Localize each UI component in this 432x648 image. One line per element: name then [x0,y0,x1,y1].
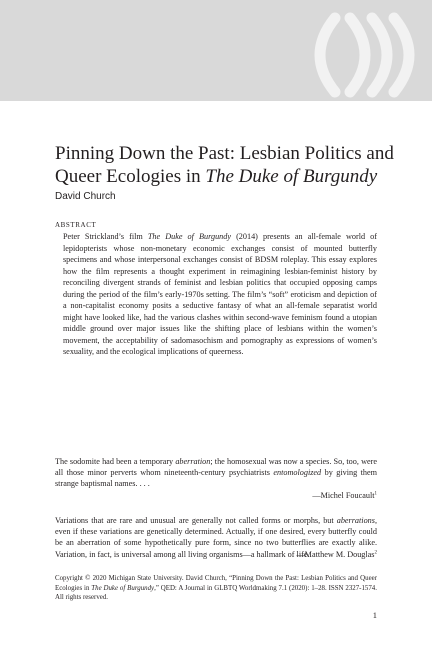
epigraph1-text-2: ; the homosexual was now a species. So, too, were all those minor perverts whom nineteenth-century psychiatrists [55,457,377,478]
footer-text-2: ,” QED: A Journal in GLBTQ Worldmaking 7.1 (2020): 1–28. ISSN 2327-1574. All rights reserved. [55,584,377,602]
footer-film-title: The Duke of Burgundy [91,584,155,592]
epigraph2-text-1: Variations that are rare and unusual are generally not called forms or morphs, but [55,516,337,525]
title-film-name: The Duke of Burgundy [205,166,378,187]
epigraph2-italic-1: aberrations [336,516,375,525]
footnote-ref-1[interactable]: 1 [374,491,377,497]
epigraph2-author: —Matthew M. Douglas [296,550,375,559]
epigraph-foucault [55,456,377,490]
page-number: 1 [372,610,377,620]
abstract-text-2: (2014) presents an all-female world of lepidopterists whose non-monetary economic exchanges consist of mounted butterfly specimens and whose interpersonal exchanges consist of BDSM roleplay. This essay explores how the film represents a thought experiment in reimagining lesbian-feminist history by reconciling divergent strands of feminist and lesbian politics that occupied opposing camps during the period of the film’s early-1970s setting. The film’s “soft” eroticism and depiction of a non-capitalist economy posits a seductive fantasy of what an all-female separatist world might have looked like, had the various clashes within second-wave feminism found a utopian middle ground over major issues like the shifting place of lesbians within the women’s movement, the acceptability of sadomasochism and pornography as expressions of women’s sexuality, and the ecological implications of queerness. [63,232,377,356]
copyright-footer [55,574,377,603]
epigraph2-attribution [296,549,377,560]
article-title [55,142,395,188]
epigraph1-italic-1: aberration [175,457,211,466]
title-line2-prefix: Queer Ecologies in [55,166,206,187]
epigraph1-author: —Michel Foucault [312,491,375,500]
abstract-body [63,231,377,358]
abstract-film-title: The Duke of Burgundy [147,232,231,241]
epigraph1-attribution [312,490,377,501]
author-name: David Church [55,191,116,202]
footer-text-1: Copyright © 2020 Michigan State University. David Church, “Pinning Down the Past: Lesbian Politics and Queer Ecologies in [55,575,377,592]
footnote-ref-2[interactable]: 2 [374,550,377,556]
title-line1: Pinning Down the Past: Lesbian Politics and [55,143,394,164]
epigraph1-text-3: by giving them strange baptismal names. . . . [55,468,377,489]
parentheses-ornament [0,0,432,101]
epigraph2-text-2: , even if these variations are genetically determined. Actually, if one desired, every butterfly could be an aberration of some hypothetically pure form, since no two butterflies are exactly alike. Variation, in fact, is universal among all living organisms—a hallmark of life. [55,516,377,559]
epigraph1-italic-2: entomologized [273,468,322,478]
header-band [0,0,432,101]
abstract-text-1: Peter Strickland’s film [63,232,148,241]
epigraph1-text-1: The sodomite had been a temporary [55,457,176,466]
abstract-label: ABSTRACT [55,221,97,229]
